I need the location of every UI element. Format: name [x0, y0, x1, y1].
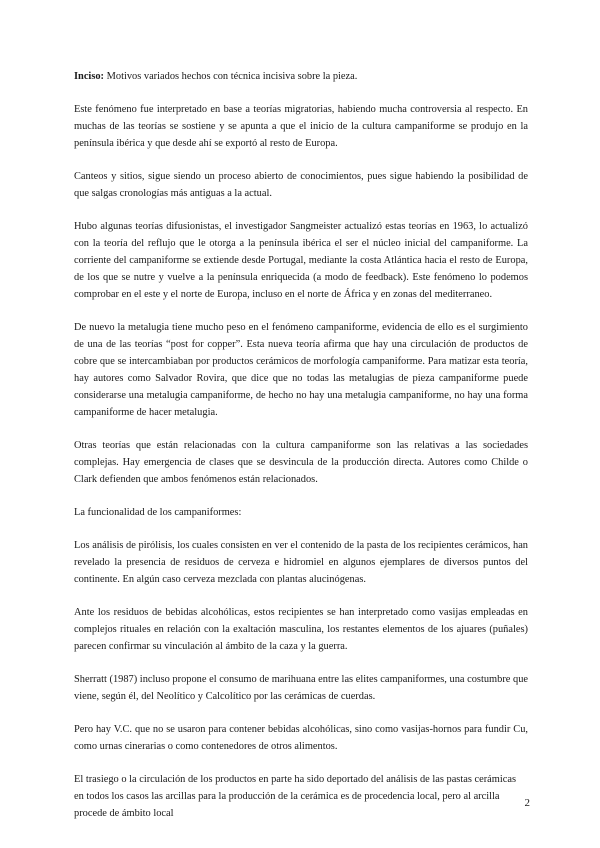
paragraph: Pero hay V.C. que no se usaron para contener bebidas alcohólicas, sino como vasijas-hornos para fundir Cu, como urnas cinerarias o como contenedores de otros alimentos. [74, 724, 528, 752]
page-number: 2 [524, 797, 530, 809]
paragraph: Otras teorías que están relacionadas con la cultura campaniforme son las relativas a las sociedades complejas. Hay emergencia de clases que se desvincula de la producción directa. Autores como Childe o Clark defienden que ambos fenómenos están relacionados. [74, 440, 528, 485]
section-heading: La funcionalidad de los campaniformes: [74, 507, 242, 518]
paragraph: Sherratt (1987) incluso propone el consumo de marihuana entre las elites campaniformes, una costumbre que viene, según él, del Neolítico y Calcolítico por las cerámicas de cuerdas. [74, 674, 528, 702]
paragraph: El trasiego o la circulación de los productos en parte ha sido deportado del análisis de las pastas cerámicas en todos los casos las arcillas para la producción de la cerámica es de procedencia local, pero al arcilla procede de ámbito local [74, 774, 517, 819]
paragraph-inciso [74, 68, 528, 85]
paragraph: Canteos y sitios, sigue siendo un proceso abierto de conocimientos, pues sigue habiendo la posibilidad de que salgas cronologías más antiguas a la actual. [74, 171, 528, 199]
paragraph: De nuevo la metalugia tiene mucho peso en el fenómeno campaniforme, evidencia de ello es el surgimiento de una de las teorías “post for copper”. Esta nueva teoría afirma que hay una circulación de productos de cobre que se intercambiaban por productos cerámicos de morfología campaniforme. Para matizar esta teoría, hay autores como Salvador Rovira, que dice que no todas las metalugias de pieza campaniforme puede considerarse una metalugia campaniforme, de hecho no hay una metalugia campaniforme, no hay una forma campaniforme de hacer metalugia. [74, 322, 528, 418]
document-body [74, 68, 528, 838]
paragraph: Este fenómeno fue interpretado en base a teorías migratorias, habiendo mucha controversia al respecto. En muchas de las teorías se sostiene y se apunta a que el inicio de la cultura campaniforme se produjo en la península ibérica y que desde ahí se exportó al resto de Europa. [74, 104, 528, 149]
paragraph-text: Motivos variados hechos con técnica incisiva sobre la pieza. [104, 71, 358, 82]
paragraph-lead-term: Inciso: [74, 71, 105, 82]
paragraph: Ante los residuos de bebidas alcohólicas, estos recipientes se han interpretado como vasijas empleadas en complejos rituales en relación con la exaltación masculina, los restantes elementos de los ajuares (puñales) parecen confirmar su vinculación al ámbito de la caza y la guerra. [74, 607, 528, 652]
paragraph: Los análisis de pirólisis, los cuales consisten en ver el contenido de la pasta de los recipientes cerámicos, han revelado la presencia de residuos de cerveza e hidromiel en algunos ejemplares de diversos puntos del continente. En algún caso cerveza mezclada con plantas alucinógenas. [74, 540, 528, 585]
paragraph: Hubo algunas teorías difusionistas, el investigador Sangmeister actualizó estas teorías en 1963, lo actualizó con la teoría del reflujo que le otorga a la península ibérica el ser el núcleo inicial del campaniforme. La corriente del campaniforme se extiende desde Portugal, mediante la costa Atlántica hacia el resto de Europa, de los que se nutre y vuelve a la península enriquecida (a modo de feedback). Este fenómeno lo podemos comprobar en el este y el norte de Europa, incluso en el norte de África y en zonas del mediterraneo. [74, 221, 528, 300]
